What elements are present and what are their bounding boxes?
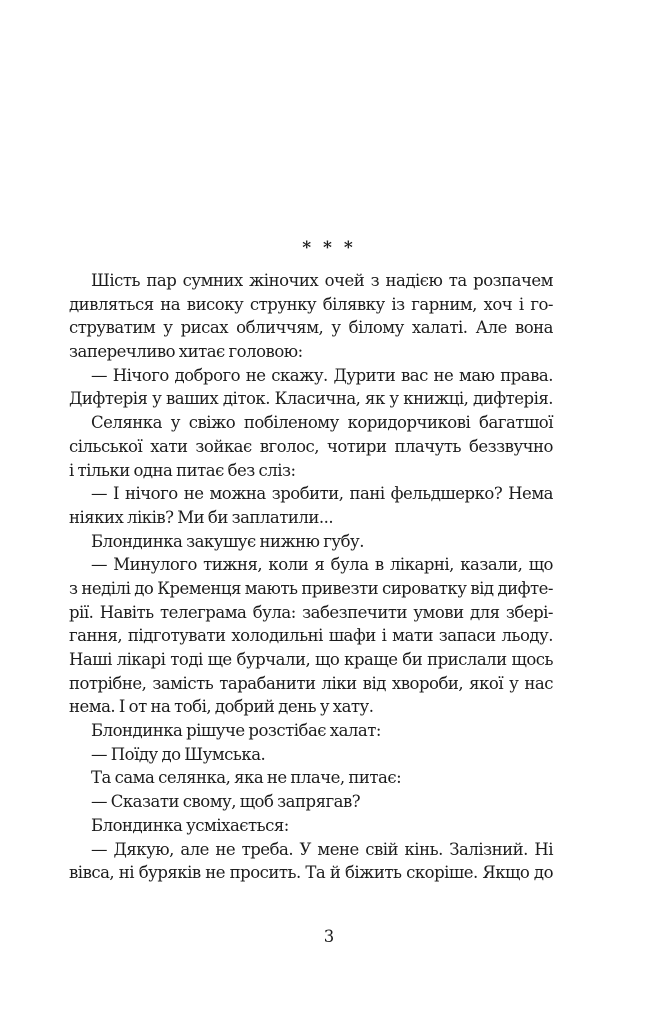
text-line: Та сама селянка, яка не плаче, питає: <box>91 768 402 788</box>
text-line: — Сказати свому, щоб запрягав? <box>91 792 361 812</box>
text-line: потрібне, замість тарабанити ліки від хвороби, якої у нас <box>69 673 553 693</box>
text-line: заперечливо хитає головою: <box>69 342 303 362</box>
text-line: Блондинка усміхається: <box>91 815 289 835</box>
text-line: — Минулого тижня, коли я була в лікарні, казали, що <box>91 555 553 575</box>
text-line: струватим у рисах обличчям, у білому халаті. Але вона <box>69 318 553 338</box>
text-line: Блондинка закушує нижню губу. <box>91 531 364 551</box>
text-line: дивляться на високу струнку білявку із гарним, хоч і го- <box>69 294 553 314</box>
text-line: — І нічого не можна зробити, пані фельдшерко? Нема <box>91 484 553 504</box>
text-line: Наші лікарі тоді ще бурчали, що краще би прислали щось <box>69 650 553 669</box>
text-line: рії. Навіть телеграма була: забезпечити умови для збері- <box>69 602 553 622</box>
text-line: сільської хати зойкає вголос, чотири плачуть беззвучно <box>69 436 553 456</box>
text-line: ніяких ліків? Ми би заплатили... <box>69 507 334 527</box>
text-line: вівса, ні буряків не просить. Та й біжить скоріше. Якщо до <box>69 863 553 883</box>
text-line: з неділі до Кременця мають привезти сироватку від дифте- <box>69 578 553 598</box>
text-line: Шість пар сумних жіночих очей з надією та розпачем <box>91 271 553 290</box>
text-line: — Нічого доброго не скажу. Дурити вас не маю права. <box>91 365 553 385</box>
text-line: і тільки одна питає без сліз: <box>69 460 296 480</box>
body-text <box>69 269 553 885</box>
text-line: — Дякую, але не треба. У мене свій кінь. Залізний. Ні <box>91 839 553 859</box>
text-line: Селянка у свіжо побіленому коридорчикові багатшої <box>91 413 553 433</box>
text-line: Дифтерія у ваших діток. Класична, як у книжці, дифтерія. <box>69 389 553 409</box>
text-line: нема. І от на тобі, добрий день у хату. <box>69 697 374 717</box>
text-line: — Поїду до Шумська. <box>91 744 266 764</box>
text-line: гання, підготувати холодильні шафи і мати запаси льоду. <box>69 626 553 646</box>
page-number: 3 <box>323 927 335 946</box>
section-separator: * * * <box>302 238 356 258</box>
text-line: Блондинка рішуче розстібає халат: <box>91 721 381 741</box>
